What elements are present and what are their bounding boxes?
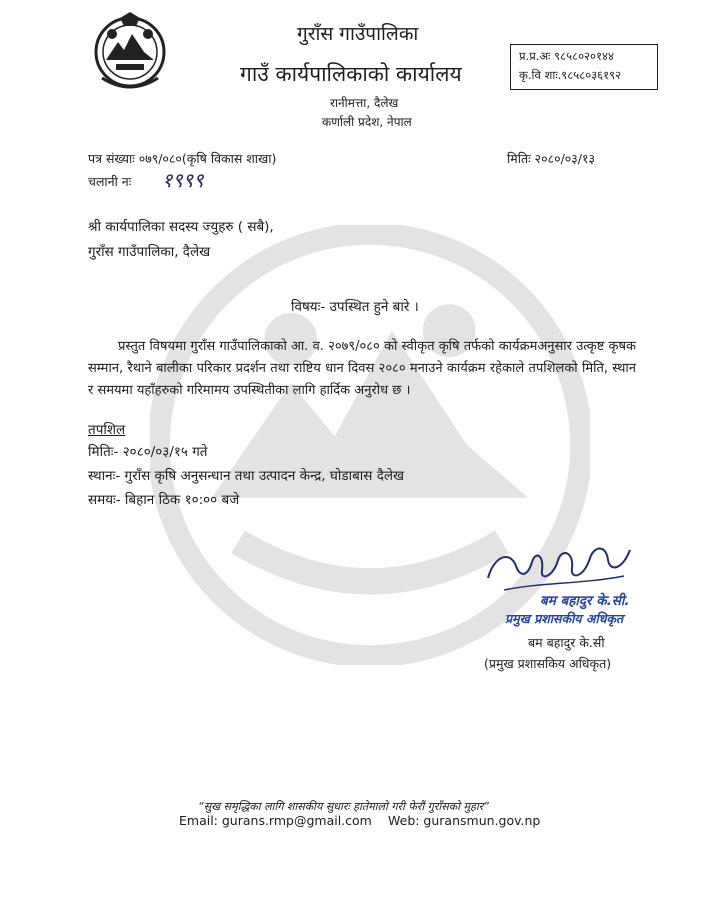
- office-name: गुराँस गाउँपालिका: [297, 23, 419, 45]
- recipient-line-2: गुराँस गाउँपालिका, दैलेख: [88, 244, 211, 260]
- recipient-line-1: श्री कार्यपालिका सदस्य ज्युहरु ( सबै),: [88, 219, 274, 235]
- phone-line-2: कृ.वि शाः.९८५८०३६१९२: [519, 68, 622, 82]
- footer-website: Web: guransmun.gov.np: [388, 813, 541, 828]
- schedule-date: मितिः- २०८०/०३/१५ गते: [88, 444, 208, 460]
- footer-slogan: “सुख समृद्धिका लागि शासकीय सुधारः हातेमालो गरी फेरौं गुराँसको मुहार”: [198, 800, 489, 813]
- phone-line-1: प्र.प्र.अः ९८५८०२०१४४: [519, 49, 614, 63]
- handwritten-signature-icon: [484, 536, 634, 596]
- address-line-1: रानीमत्ता, दैलेख: [330, 96, 399, 110]
- letter-number: पत्र संख्याः ०७९/०८०(कृषि विकास शाखा): [88, 151, 277, 166]
- dispatch-number-label: चलानी नः: [88, 174, 132, 189]
- letter-date: मितिः २०८०/०३/१३: [507, 151, 595, 166]
- phone-box: [510, 44, 658, 90]
- subject-line: विषयः- उपस्थित हुने बारे ।: [291, 299, 419, 315]
- schedule-time: समयः- बिहान ठिक १०:०० बजे: [88, 492, 240, 508]
- footer-email: Email: gurans.rmp@gmail.com: [179, 813, 372, 828]
- signatory-designation: (प्रमुख प्रशासकिय अधिकृत): [484, 656, 612, 671]
- watermark-emblem-icon: [150, 225, 590, 665]
- stamp-name: बम बहादुर के.सी.: [540, 593, 630, 609]
- signatory-name: बम बहादुर के.सी: [528, 635, 605, 650]
- address-line-2: कर्णाली प्रदेश, नेपाल: [322, 115, 412, 129]
- schedule-place: स्थानः- गुराँस कृषि अनुसन्धान तथा उत्पादन केन्द्र, घोडाबास दैलेख: [88, 468, 405, 484]
- nepal-emblem-icon: [90, 8, 170, 92]
- office-title: गाउँ कार्यपालिकाको कार्यालय: [240, 62, 462, 86]
- dispatch-number-handwritten: १९९९: [162, 168, 204, 192]
- body-paragraph: प्रस्तुत विषयमा गुराँस गाउँपालिकाको आ. व. २०७९/०८० को स्वीकृत कृषि तर्फको कार्यक्रमअनुसार उत्कृष्ट कृषक सम्मान, रैथाने बालीका परिकार प्रदर्शन तथा राष्टिय धान दिवस २०८० मनाउने कार्यक्रम रहेकाले तपशिलको मिति, स्थान र समयमा यहाँहरुको गरिमामय उपस्थितीका लागि हार्दिक अनुरोध छ ।: [88, 339, 636, 398]
- schedule-heading: तपशिल: [88, 422, 126, 438]
- stamp-title: प्रमुख प्रशासकीय अधिकृत: [505, 611, 624, 626]
